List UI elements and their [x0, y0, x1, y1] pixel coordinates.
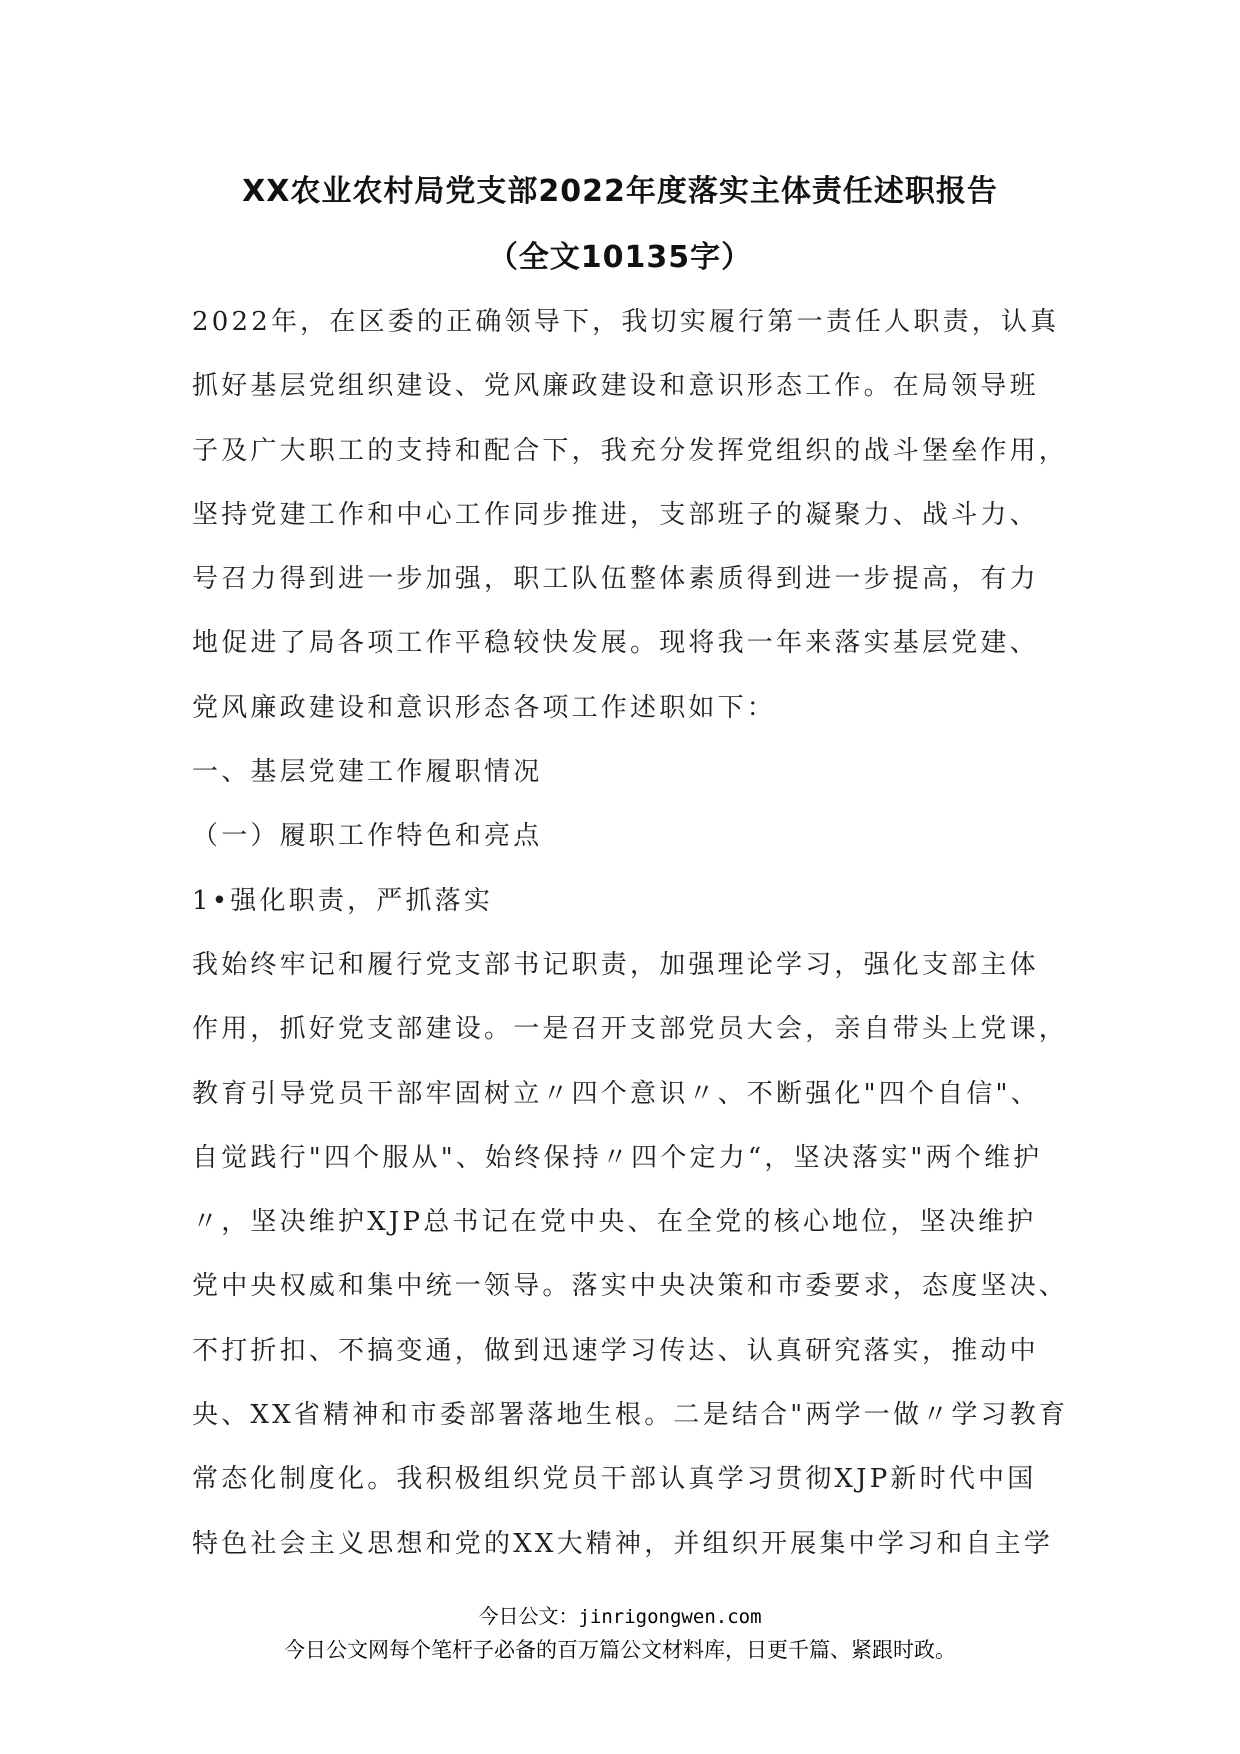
body-line: 作用，抓好党支部建设。一是召开支部党员大会，亲自带头上党课， [192, 1014, 1069, 1045]
body-line: 党中央权威和集中统一领导。落实中央决策和市委要求，态度坚决、 [192, 1271, 1069, 1302]
subsection-heading: （一）履职工作特色和亮点 [192, 821, 543, 852]
body-line: 教育引导党员干部牢固树立〃四个意识〃、不断强化"四个自信"、 [192, 1078, 1040, 1109]
document-title: XX农业农村局党支部2022年度落实主体责任述职报告 [242, 174, 998, 209]
body-line: 〃，坚决维护XJP总书记在党中央、在全党的核心地位，坚决维护 [192, 1207, 1037, 1238]
footer-site-link[interactable]: jinrigongwen.com [578, 1606, 762, 1628]
body-line: 自觉践行"四个服从"、始终保持〃四个定力“，坚决落实"两个维护 [192, 1142, 1043, 1173]
body-line: 号召力得到进一步加强，职工队伍整体素质得到进一步提高，有力 [192, 564, 1039, 595]
section-heading: 一、基层党建工作履职情况 [192, 757, 543, 788]
footer-slogan: 今日公文网每个笔杆子必备的百万篇公文材料库，日更千篇、紧跟时政。 [284, 1638, 956, 1662]
body-line: 2022年，在区委的正确领导下，我切实履行第一责任人职责，认真 [192, 307, 1060, 337]
body-line: 子及广大职工的支持和配合下，我充分发挥党组织的战斗堡垒作用， [192, 435, 1069, 466]
body-line: 不打折扣、不搞变通，做到迅速学习传达、认真研究落实，推动中 [192, 1335, 1039, 1366]
body-line: 党风廉政建设和意识形态各项工作述职如下： [192, 692, 777, 723]
body-line: 特色社会主义思想和党的XX大精神，并组织开展集中学习和自主学 [192, 1528, 1054, 1559]
body-line: 我始终牢记和履行党支部书记职责，加强理论学习，强化支部主体 [192, 949, 1039, 980]
item-heading: 1•强化职责，严抓落实 [192, 885, 494, 916]
document-subtitle: （全文10135字） [487, 240, 753, 275]
body-line: 抓好基层党组织建设、党风廉政建设和意识形态工作。在局领导班 [192, 371, 1039, 402]
body-line: 地促进了局各项工作平稳较快发展。现将我一年来落实基层党建、 [192, 628, 1039, 659]
footer-site-label: 今日公文： [478, 1604, 579, 1628]
document-body [192, 290, 1072, 1576]
body-line: 坚持党建工作和中心工作同步推进，支部班子的凝聚力、战斗力、 [192, 499, 1039, 530]
body-line: 央、XX省精神和市委部署落地生根。二是结合"两学一做〃学习教育 [192, 1400, 1069, 1431]
body-line: 常态化制度化。我积极组织党员干部认真学习贯彻XJP新时代中国 [192, 1464, 1037, 1495]
footer-site [0, 1600, 1240, 1629]
